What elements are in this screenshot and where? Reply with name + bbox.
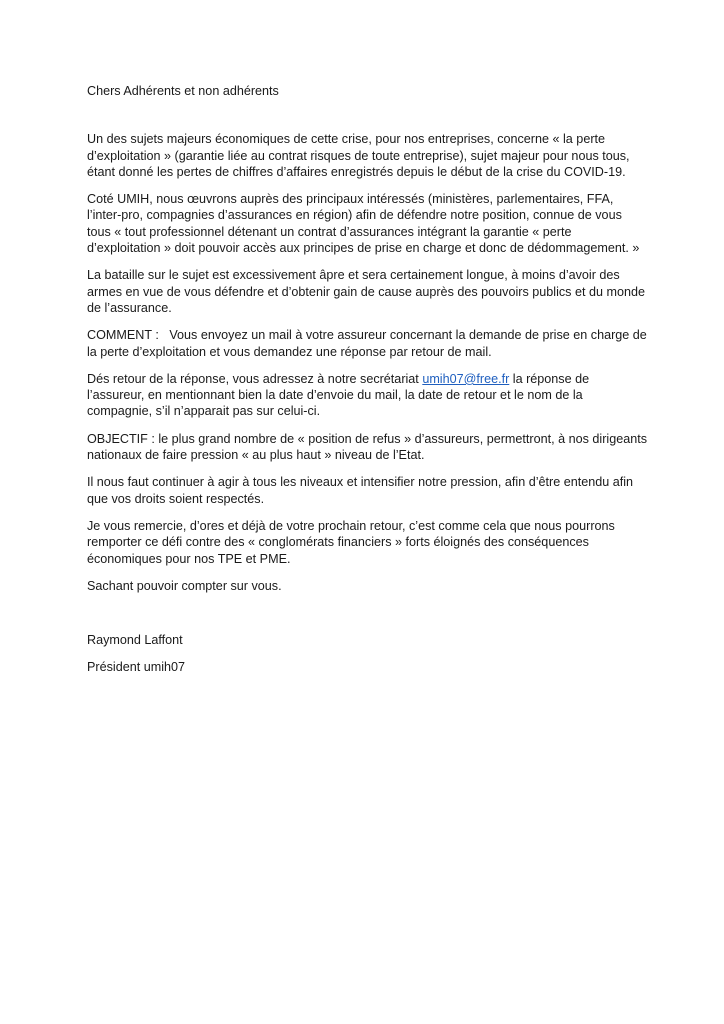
signature-name: Raymond Laffont xyxy=(87,633,183,648)
paragraph-bataille: La bataille sur le sujet est excessivement âpre et sera certainement longue, à moins d’avoir des armes en vue de vous défendre et d’obtenir gain de cause auprès des pouvoirs publics et du monde de l’assurance. xyxy=(87,268,645,315)
letter-body xyxy=(87,83,651,687)
closing-line: Sachant pouvoir compter sur vous. xyxy=(87,578,282,593)
paragraph-retour-reponse xyxy=(87,371,647,420)
paragraph-pression: Il nous faut continuer à agir à tous les niveaux et intensifier notre pression, afin d’être entendu afin que vos droits soient respectés. xyxy=(87,475,634,506)
greeting: Chers Adhérents et non adhérents xyxy=(87,84,279,98)
paragraph-remerciement: Je vous remercie, d’ores et déjà de votre prochain retour, c’est comme cela que nous pourrons remporter ce défi contre des « conglomérats financiers » forts éloignés des conséquences économiques pour nos TPE et PME. xyxy=(87,518,615,566)
paragraph-comment: COMMENT : Vous envoyez un mail à votre assureur concernant la demande de prise en charge de la perte d’exploitation et vous demandez une réponse par retour de mail. xyxy=(87,328,651,359)
email-link[interactable]: umih07@free.fr xyxy=(422,371,510,386)
paragraph-objectif: OBJECTIF : le plus grand nombre de « position de refus » d’assureurs, permettront, à nos dirigeants nationaux de faire pression « au plus haut » niveau de l’Etat. xyxy=(87,431,648,463)
signature-title: Président umih07 xyxy=(87,660,186,675)
paragraph-perte-exploitation: Un des sujets majeurs économiques de cette crise, pour nos entreprises, concerne « la perte d’exploitation » (garantie liée au contrat risques de toute entreprise), sujet majeur pour nous tous, étant donné les pertes de chiffres d’affaires enregistrés depuis le début de la crise du COVID-19. xyxy=(87,132,630,179)
paragraph-retour-text-start: Dés retour de la réponse, vous adressez à notre secrétariat xyxy=(87,371,423,386)
paragraph-retour-text-end: la réponse de l’assureur, en mentionnant bien la date d’envoie du mail, la date de retour et le nom de la compagnie, s’il n’apparait pas sur celui-ci. xyxy=(87,371,590,419)
paragraph-umih-position: Coté UMIH, nous œuvrons auprès des principaux intéressés (ministères, parlementaires, FFA, l’inter-pro, compagnies d’assurances en région) afin de défendre notre position, connue de vous tous « tout professionnel détenant un contrat d’assurances intégrant la garantie « perte d’exploitation » doit pouvoir accès aux principes de prise en charge et donc de dédommagement. » xyxy=(87,192,640,256)
